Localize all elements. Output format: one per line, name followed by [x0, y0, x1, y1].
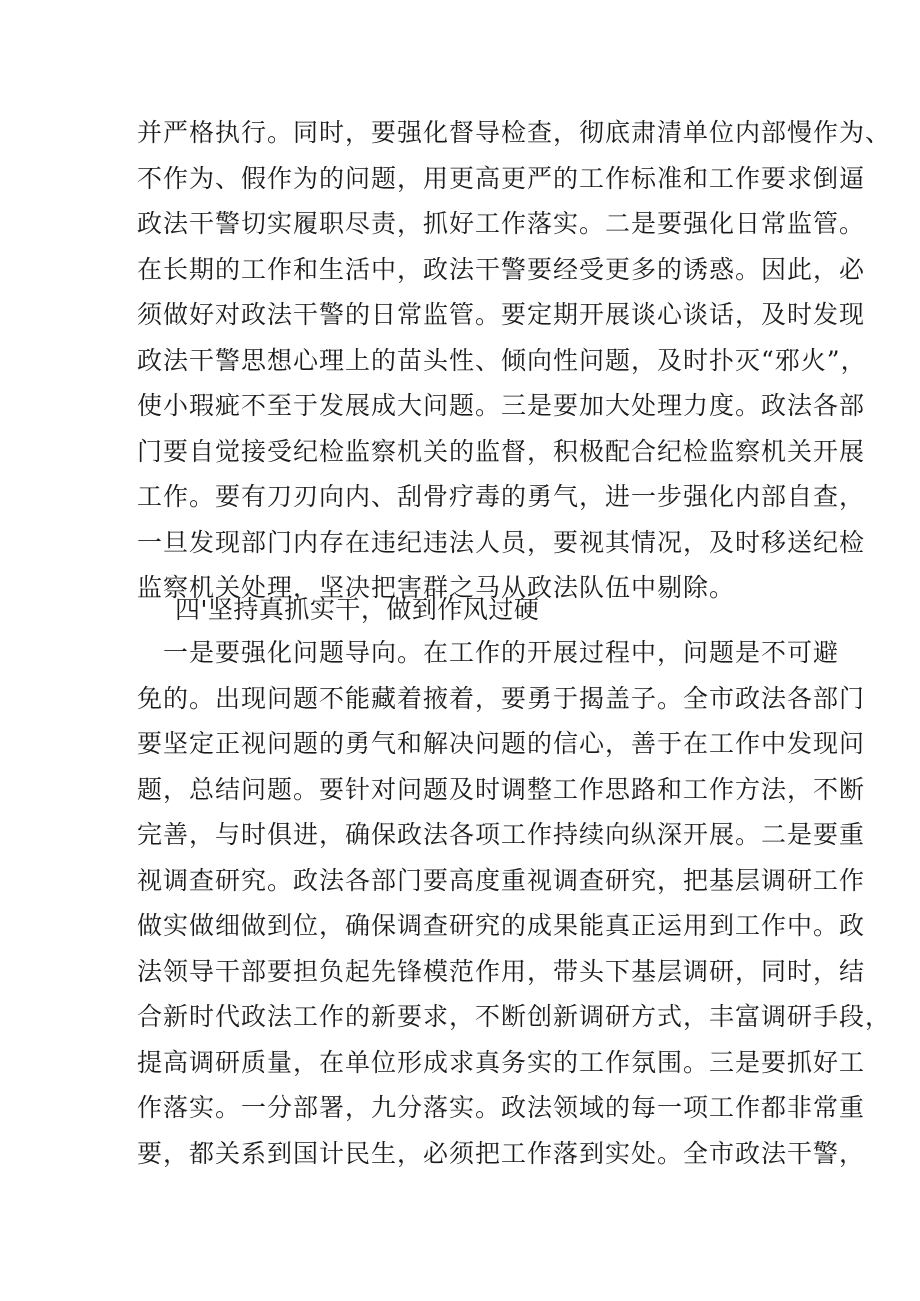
text-line: 政法干警思想心理上的苗头性、倾向性问题，及时扑灭“邪火”， [137, 345, 867, 375]
text-line: 一是要强化问题导向。在工作的开展过程中，问题是不可避 [137, 638, 840, 667]
text-line: 完善，与时俱进，确保政法各项工作持续向纵深开展。二是要重 [137, 820, 866, 849]
text-line: 政法干警切实履职尽责，抓好工作落实。二是要强化日常监管。 [137, 209, 866, 238]
text-line: 提高调研质量，在单位形成求真务实的工作氛围。三是要抓好工 [137, 1047, 866, 1077]
text-line: 合新时代政法工作的新要求，不断创新调研方式，丰富调研手段， [137, 1002, 892, 1031]
text-line: 门要自觉接受纪检监察机关的监督，积极配合纪检监察机关开展 [137, 436, 866, 466]
text-line: 并严格执行。同时，要强化督导检查，彻底肃清单位内部慢作为、 [137, 118, 892, 147]
text-line: 监察机关处理，坚决把害群之马从政法队伍中剔除。 [137, 573, 736, 602]
paragraph-1 [137, 110, 892, 611]
text-line: 要坚定正视问题的勇气和解决问题的信心，善于在工作中发现问 [137, 729, 866, 758]
text-line: 须做好对政法干警的日常监管。要定期开展谈心谈话，及时发现 [137, 300, 866, 329]
text-line: 不作为、假作为的问题，用更高更严的工作标准和工作要求倒逼 [137, 163, 866, 193]
paragraph-2 [137, 630, 892, 1176]
text-line: 工作。要有刀刃向内、刮骨疗毒的勇气，进一步强化内部自查， [137, 482, 866, 511]
text-line: 做实做细做到位，确保调查研究的成果能真正运用到工作中。政 [137, 911, 866, 940]
text-line: 法领导干部要担负起先锋模范作用，带头下基层调研，同时，结 [137, 956, 866, 986]
text-line: 视调查研究。政法各部门要高度重视调查研究，把基层调研工作 [137, 865, 866, 895]
text-line: 在长期的工作和生活中，政法干警要经受更多的诱惑。因此，必 [137, 254, 866, 284]
text-line: 一旦发现部门内存在违纪违法人员，要视其情况，及时移送纪检 [137, 527, 866, 557]
text-line: 作落实。一分部署，九分落实。政法领域的每一项工作都非常重 [137, 1093, 866, 1122]
section-heading: 四'坚持真抓实干，做到作风过硬 [175, 595, 540, 624]
text-line: 使小瑕疵不至于发展成大问题。三是要加大处理力度。政法各部 [137, 391, 866, 420]
text-line: 免的。出现问题不能藏着掖着，要勇于揭盖子。全市政法各部门 [137, 683, 866, 713]
text-line: 要，都关系到国计民生，必须把工作落到实处。全市政法干警， [137, 1138, 866, 1168]
text-line: 题，总结问题。要针对问题及时调整工作思路和工作方法，不断 [137, 774, 866, 804]
